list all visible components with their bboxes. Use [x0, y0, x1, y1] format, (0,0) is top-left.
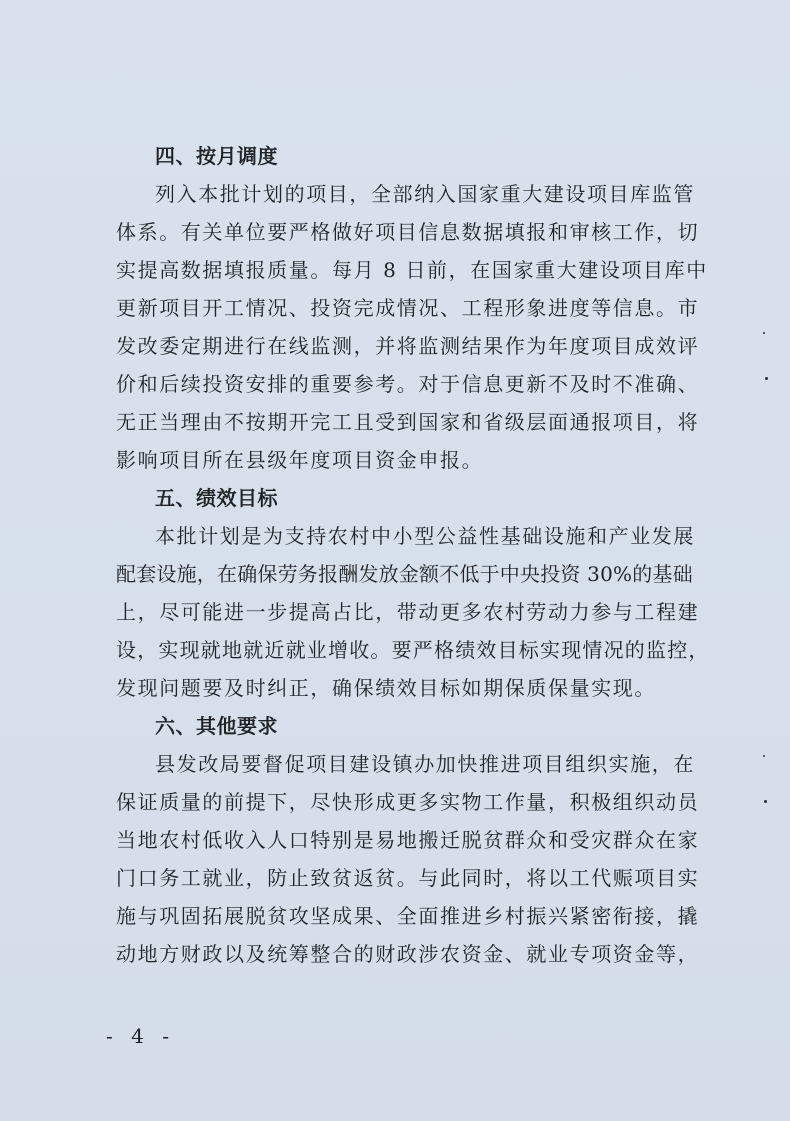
section-heading: 六、其他要求	[155, 714, 278, 738]
paragraph-line: 影响项目所在县级年度项目资金申报。	[116, 448, 484, 472]
scan-speck	[763, 755, 765, 757]
paragraph-line: 体系。有关单位要严格做好项目信息数据填报和审核工作，切	[116, 220, 700, 244]
document-body	[116, 137, 710, 973]
paragraph-line: 发改委定期进行在线监测，并将监测结果作为年度项目成效评	[116, 334, 700, 358]
paragraph-line: 动地方财政以及统筹整合的财政涉农资金、就业专项资金等，	[116, 942, 700, 966]
paragraph-line: 更新项目开工情况、投资完成情况、工程形象进度等信息。市	[116, 296, 700, 320]
section-other-requirements	[116, 707, 700, 973]
paragraph-line: 列入本批计划的项目，全部纳入国家重大建设项目库监管	[155, 182, 695, 206]
paragraph-line: 无正当理由不按期开完工且受到国家和省级层面通报项目，将	[116, 410, 700, 434]
paragraph-line: 当地农村低收入人口特别是易地搬迁脱贫群众和受灾群众在家	[116, 828, 700, 852]
paragraph-line: 实提高数据填报质量。每月 8 日前，在国家重大建设项目库中	[116, 258, 708, 282]
paragraph-line: 施与巩固拓展脱贫攻坚成果、全面推进乡村振兴紧密衔接，撬	[116, 904, 700, 928]
paragraph-line: 保证质量的前提下，尽快形成更多实物工作量，积极组织动员	[116, 790, 700, 814]
paragraph-line: 价和后续投资安排的重要参考。对于信息更新不及时不准确、	[116, 372, 700, 396]
paragraph-line: 配套设施，在确保劳务报酬发放金额不低于中央投资 30%的基础	[116, 562, 693, 586]
section-monthly-dispatch	[116, 137, 708, 479]
paragraph-line: 门口务工就业，防止致贫返贫。与此同时，将以工代赈项目实	[116, 866, 700, 890]
paragraph-line: 本批计划是为支持农村中小型公益性基础设施和产业发展	[155, 524, 695, 548]
section-performance-goals	[116, 479, 710, 707]
section-heading: 五、绩效目标	[155, 486, 278, 510]
scan-speck	[765, 377, 768, 380]
paragraph-line: 上，尽可能进一步提高占比，带动更多农村劳动力参与工程建	[116, 600, 700, 624]
scan-speck	[764, 800, 767, 803]
paragraph-line: 设，实现就地就近就业增收。要严格绩效目标实现情况的监控，	[116, 638, 710, 662]
paragraph-line: 县发改局要督促项目建设镇办加快推进项目组织实施，在	[155, 752, 695, 776]
paragraph-line: 发现问题要及时纠正，确保绩效目标如期保质保量实现。	[116, 676, 656, 700]
page-number: - 4 -	[106, 1024, 175, 1048]
scan-speck	[763, 332, 765, 334]
section-heading: 四、按月调度	[155, 144, 278, 168]
